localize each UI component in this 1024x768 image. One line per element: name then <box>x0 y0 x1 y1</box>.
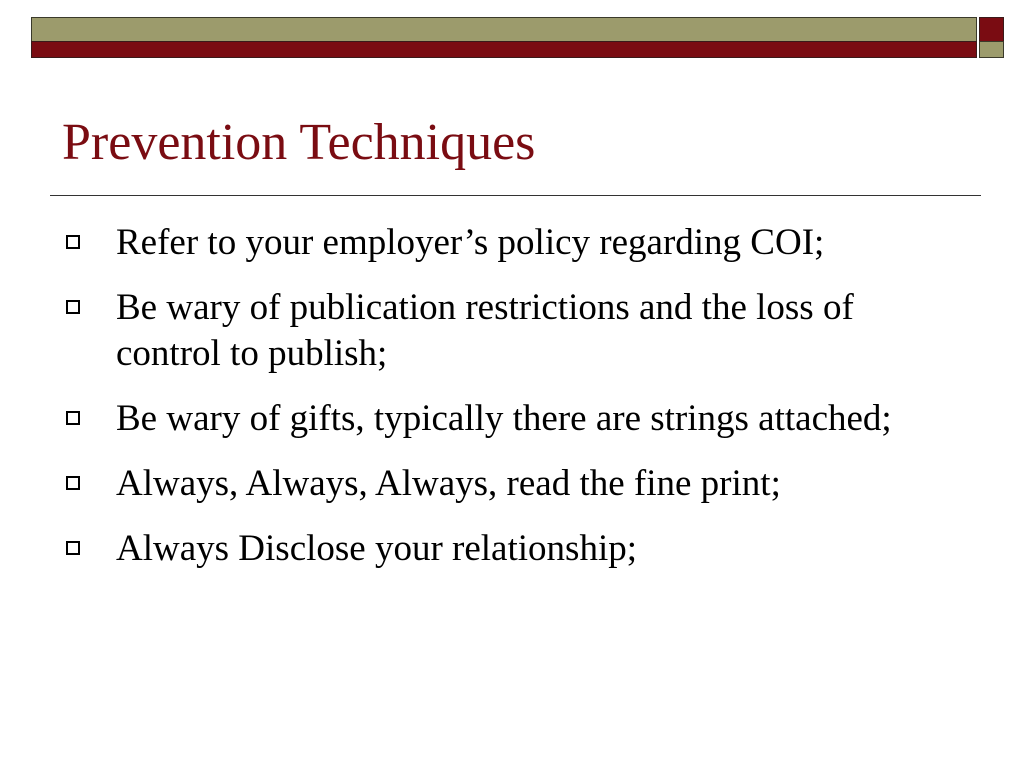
header-banner-maroon-bar <box>31 41 977 58</box>
bullet-item <box>66 285 946 377</box>
hollow-square-bullet-icon <box>66 235 80 249</box>
bullet-item <box>66 526 946 572</box>
hollow-square-bullet-icon <box>66 541 80 555</box>
bullet-item <box>66 220 946 266</box>
bullet-list <box>66 220 946 591</box>
hollow-square-bullet-icon <box>66 476 80 490</box>
slide-title: Prevention Techniques <box>62 114 536 171</box>
hollow-square-bullet-icon <box>66 300 80 314</box>
header-corner-maroon-square <box>979 17 1004 42</box>
header-corner-olive-square <box>979 41 1004 58</box>
hollow-square-bullet-icon <box>66 411 80 425</box>
bullet-item <box>66 461 946 507</box>
header-banner-olive-bar <box>31 17 977 42</box>
title-underline-divider <box>50 195 981 196</box>
bullet-text: Always Disclose your relationship; <box>116 528 637 569</box>
bullet-item <box>66 396 946 442</box>
bullet-text: Be wary of gifts, typically there are strings attached; <box>116 398 892 439</box>
bullet-text: Be wary of publication restrictions and the loss of control to publish; <box>116 287 854 374</box>
bullet-text: Refer to your employer’s policy regarding COI; <box>116 222 825 263</box>
bullet-text: Always, Always, Always, read the fine print; <box>116 463 781 504</box>
